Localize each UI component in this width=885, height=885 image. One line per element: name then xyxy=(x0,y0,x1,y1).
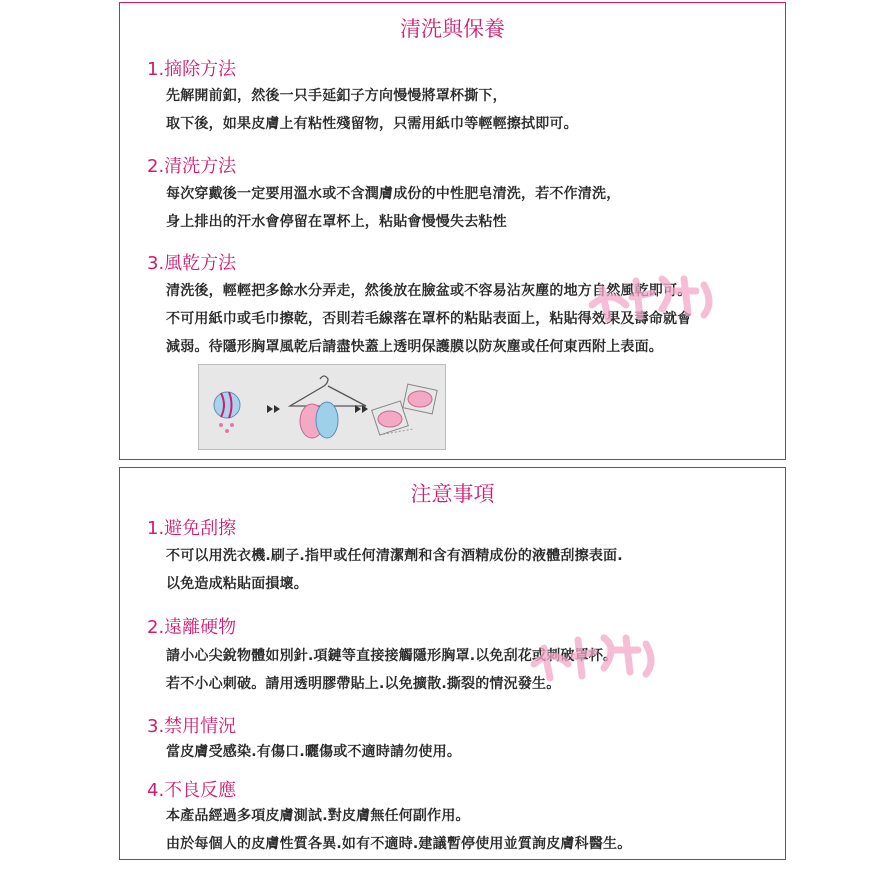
cover-film-icon xyxy=(372,384,437,435)
text-line: 不可以用洗衣機.刷子.指甲或任何清潔劑和含有酒精成份的液體刮擦表面. xyxy=(166,548,623,564)
arrow-icon xyxy=(267,405,280,413)
section-heading-removal: 1.摘除方法 xyxy=(147,59,237,80)
care-title: 清洗與保養 xyxy=(400,17,505,41)
text-line: 減弱。待隱形胸罩風乾后請盡快蓋上透明保護膜以防灰塵或任何東西附上表面。 xyxy=(166,339,663,355)
text-line: 清洗後，輕輕把多餘水分弄走，然後放在臉盆或不容易沾灰塵的地方自然風乾即可。 xyxy=(166,283,692,299)
section-heading-washing: 2.清洗方法 xyxy=(147,156,237,177)
text-line: 以免造成粘貼面損壞。 xyxy=(166,576,308,592)
notice-panel xyxy=(119,467,786,860)
notice-title: 注意事項 xyxy=(410,482,495,506)
text-line: 若不小心刺破。請用透明膠帶貼上.以免擴散.撕裂的情況發生。 xyxy=(166,676,561,692)
section-heading-drying: 3.風乾方法 xyxy=(147,253,237,274)
text-line: 當皮膚受感染.有傷口.曬傷或不適時請勿使用。 xyxy=(166,744,462,760)
hanger-dry-icon xyxy=(290,376,366,438)
text-line: 每次穿戴後一定要用溫水或不含潤膚成份的中性肥皂清洗，若不作清洗， xyxy=(166,186,621,202)
wash-icon xyxy=(214,392,240,433)
section-heading-hard-objects: 2.遠離硬物 xyxy=(147,617,237,638)
text-line: 本產品經過多項皮膚測試.對皮膚無任何副作用。 xyxy=(166,808,470,824)
text-line: 請小心尖銳物體如別針.項鏈等直接接觸隱形胸罩.以免刮花或刺破罩杯。 xyxy=(166,648,618,664)
text-line: 取下後，如果皮膚上有粘性殘留物，只需用紙巾等輕輕擦拭即可。 xyxy=(166,116,578,132)
section-heading-scratch: 1.避免刮擦 xyxy=(147,518,237,539)
care-illustration xyxy=(198,364,446,450)
text-line: 不可用紙巾或毛巾擦乾，否則若毛線落在罩杯的粘貼表面上，粘貼得效果及壽命就會 xyxy=(166,311,692,327)
text-line: 身上排出的汗水會停留在罩杯上，粘貼會慢慢失去粘性 xyxy=(166,214,507,230)
section-heading-prohibited: 3.禁用情況 xyxy=(147,716,237,737)
text-line: 由於每個人的皮膚性質各異.如有不適時.建議暫停使用並質詢皮膚科醫生。 xyxy=(166,836,632,852)
text-line: 先解開前釦，然後一只手延釦子方向慢慢將罩杯撕下， xyxy=(166,88,507,104)
section-heading-reactions: 4.不良反應 xyxy=(147,780,237,801)
